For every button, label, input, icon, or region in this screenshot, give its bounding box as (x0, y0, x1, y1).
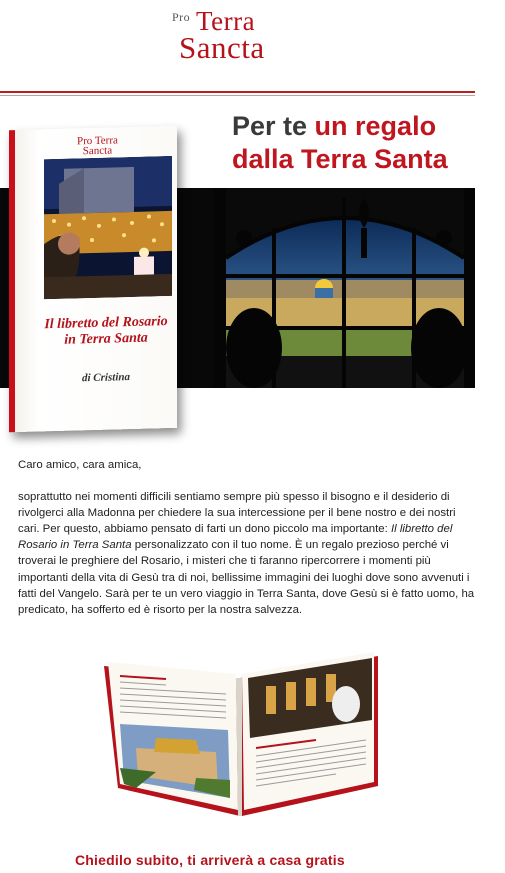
booklet-author: di Cristina (82, 371, 130, 385)
booklet-photo-procession (44, 156, 172, 299)
booklet-title-line2: in Terra Santa (64, 330, 148, 348)
headline-line2: dalla Terra Santa (232, 144, 448, 174)
letter-paragraph-part2: personalizzato con il tuo nome. È un regalo prezioso perché vi troverai le preghiere del Rosario, i misteri che ti faranno ripercorrere i momenti più importanti della vita di Gesù tra di noi, bellissime immagini dei luoghi dove sono avvenuti i fatti del Vangelo. Sarà per te un vero viaggio in Terra Santa, dove Gesù si è fatto uomo, ha predicato, ha sofferto ed è risorto per la nostra salvezza. (18, 539, 475, 616)
gift-headline (232, 110, 492, 176)
booklet-logo-line2: Sancta (82, 144, 113, 158)
logo-sancta-text: Sancta (179, 30, 265, 65)
booklet-logo-line1: Pro Terra (77, 134, 118, 148)
open-booklet-image (96, 638, 384, 816)
request-gift-link[interactable]: Chiedilo subito, ti arriverà a casa gratis (75, 852, 345, 868)
rosary-booklet-cover (9, 126, 177, 432)
headline-prefix: Per te (232, 111, 315, 141)
booklet-logo (77, 135, 118, 156)
letter-greeting: Caro amico, cara amica, (18, 459, 142, 471)
pro-terra-sancta-logo[interactable] (170, 6, 310, 66)
logo-pro-text: Pro (172, 10, 191, 24)
letter-paragraph (18, 489, 480, 618)
header-divider-thin (0, 95, 475, 96)
logo-terra-text: Terra (196, 6, 256, 36)
letter-paragraph-part1: soprattutto nei momenti difficili sentiamo sempre più spesso il bisogno e il desiderio di rivolgerci alla Madonna per chiedere la sua intercessione per il bene nostro e dei nostri cari. Per questo, abbiamo pensato di farti un dono piccolo ma importante: (18, 491, 456, 536)
letter-booklet-title: Il libretto del Rosario in Terra Santa (18, 523, 453, 552)
headline-accent: un regalo (314, 111, 437, 141)
jerusalem-window-image (214, 188, 475, 388)
booklet-title-line1: Il libretto del Rosario (44, 314, 168, 333)
letter-body (18, 457, 480, 618)
booklet-title (37, 314, 175, 350)
header-divider (0, 91, 475, 93)
